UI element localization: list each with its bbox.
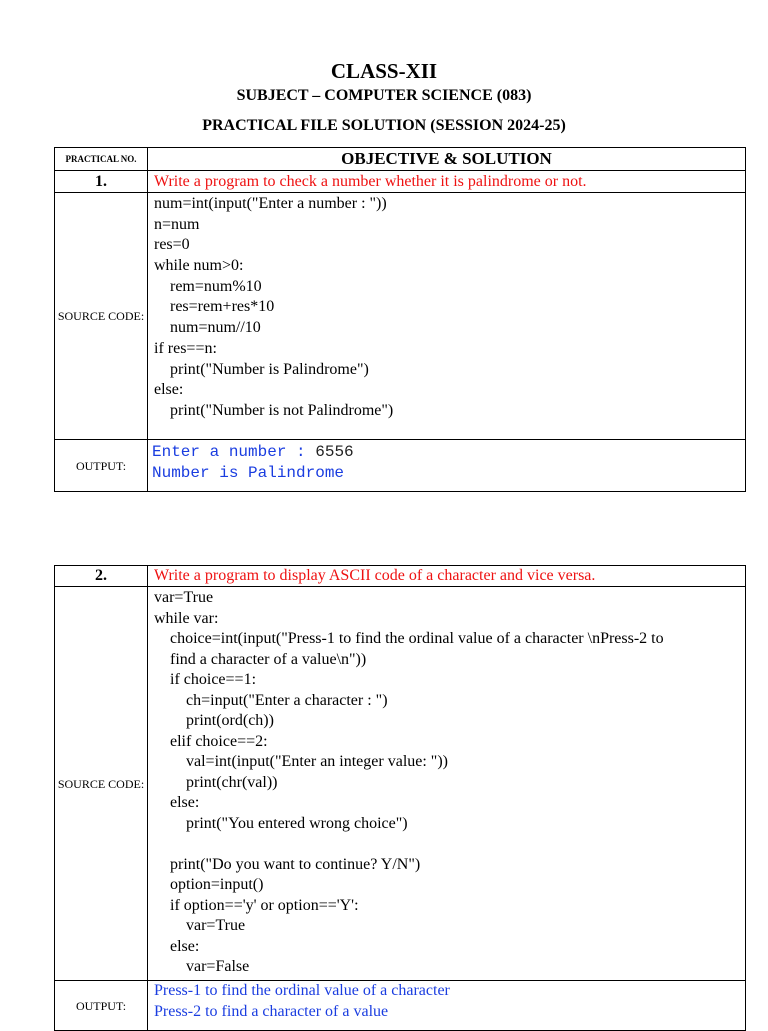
code-line: else:: [154, 794, 200, 811]
code-line: print("Number is not Palindrome"): [154, 401, 394, 419]
code-line: print(chr(val)): [154, 773, 278, 791]
code-line: elif choice==2:: [154, 732, 268, 750]
code-line: else:: [154, 937, 200, 955]
code-line: choice=int(input("Press-1 to find the ordinal value of a character \nPress-2 to: [154, 630, 664, 647]
output-block: [148, 981, 746, 1031]
code-line: if res==n:: [154, 339, 217, 357]
code-line: find a character of a value\n")): [154, 650, 367, 668]
code-line: print("Do you want to continue? Y/N"): [154, 855, 421, 873]
source-code-label: SOURCE CODE:: [55, 193, 148, 440]
practical-no-header: PRACTICAL NO.: [55, 148, 148, 171]
practical-file-title: PRACTICAL FILE SOLUTION (SESSION 2024-25): [202, 117, 566, 134]
source-code-block: [148, 587, 746, 981]
code-line: print(ord(ch)): [154, 712, 274, 729]
output-line: Press-2 to find a character of a value: [154, 1002, 389, 1020]
code-line: if choice==1:: [154, 671, 257, 688]
code-line: option=input(): [154, 876, 264, 893]
practical-objective: Write a program to check a number whether it is palindrome or not.: [148, 171, 746, 193]
practical-number: 2.: [55, 566, 148, 587]
source-code-block: [148, 193, 746, 440]
output-line: Number is Palindrome: [152, 464, 345, 482]
code-line: var=True: [154, 589, 214, 606]
output-line: [152, 442, 745, 463]
code-line: var=True: [154, 917, 246, 934]
code-line: print("You entered wrong choice"): [154, 814, 408, 832]
subject-title: SUBJECT – COMPUTER SCIENCE (083): [236, 87, 532, 104]
code-line: if option=='y' or option=='Y':: [154, 896, 359, 914]
code-line: var=False: [154, 958, 250, 975]
source-code-label: SOURCE CODE:: [55, 587, 148, 981]
code-line: rem=num%10: [154, 277, 262, 295]
practical-table-1: [54, 147, 746, 492]
practical-table-2: [54, 565, 746, 1031]
code-line: num=int(input("Enter a number : ")): [154, 195, 387, 212]
code-line: while num>0:: [154, 257, 244, 275]
code-line: [154, 834, 745, 855]
output-input-value: 6556: [315, 443, 354, 461]
code-line: else:: [154, 381, 184, 399]
class-title: CLASS-XII: [330, 59, 438, 83]
output-screenshot: [148, 440, 746, 492]
output-line: Press-1 to find the ordinal value of a character: [154, 982, 450, 999]
objective-header: OBJECTIVE & SOLUTION: [148, 148, 746, 171]
code-line: res=0: [154, 236, 190, 254]
code-line: n=num: [154, 215, 200, 233]
output-label: OUTPUT:: [55, 440, 148, 492]
code-line: num=num//10: [154, 319, 261, 337]
practical-objective: Write a program to display ASCII code of a character and vice versa.: [148, 566, 746, 587]
code-line: ch=input("Enter a character : "): [154, 691, 388, 709]
output-label: OUTPUT:: [55, 981, 148, 1031]
practical-number: 1.: [55, 171, 148, 193]
code-line: while var:: [154, 609, 219, 627]
code-line: print("Number is Palindrome"): [154, 360, 369, 378]
code-line: val=int(input("Enter an integer value: ")): [154, 753, 448, 770]
code-line: res=rem+res*10: [154, 298, 275, 316]
output-prompt: Enter a number :: [152, 443, 316, 461]
